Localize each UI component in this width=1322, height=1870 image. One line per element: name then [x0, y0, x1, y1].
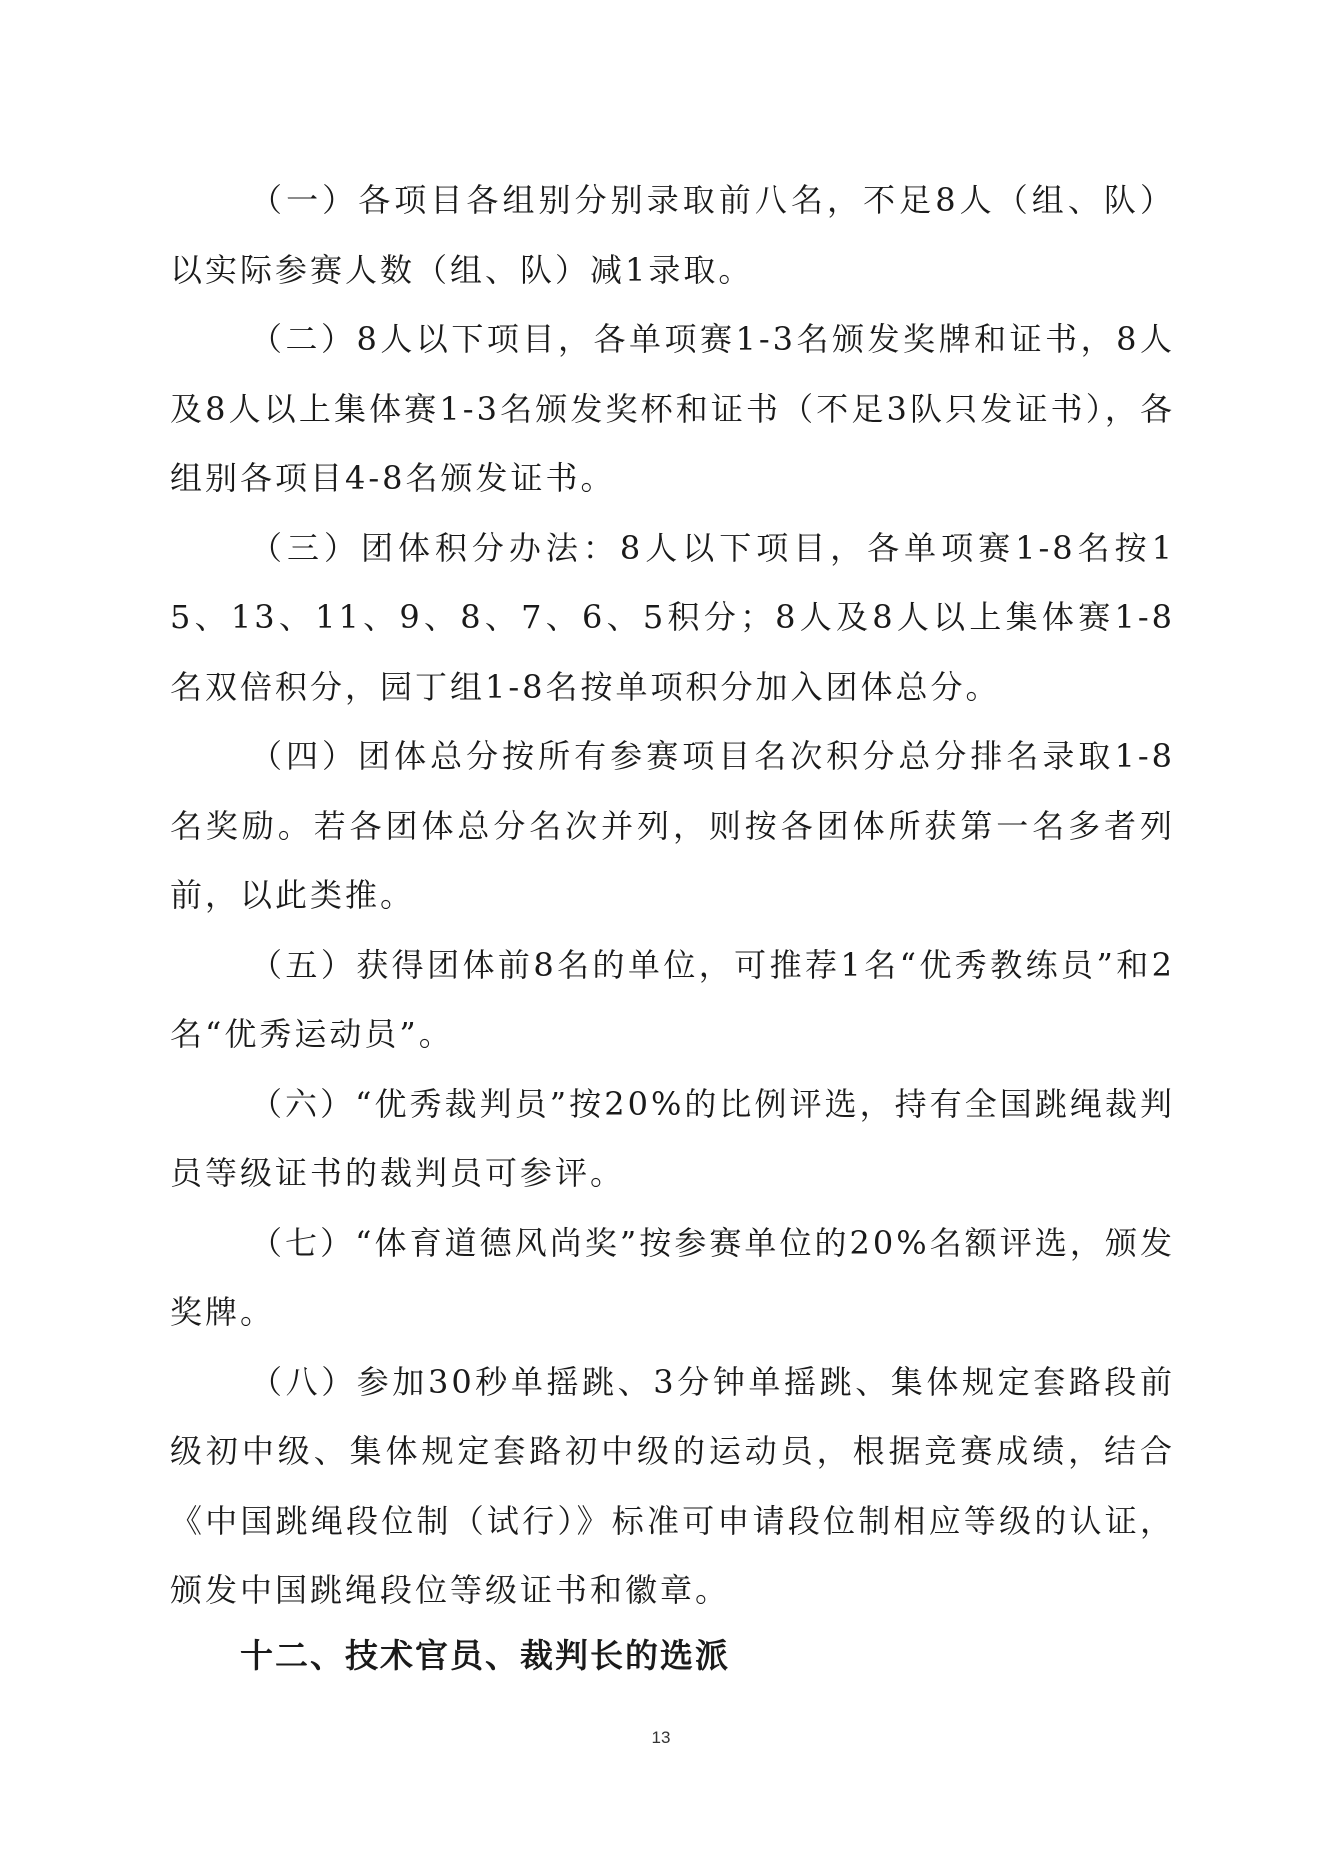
paragraph-8: （八）参加30秒单摇跳、3分钟单摇跳、集体规定套路段前级初中级、集体规定套路初中级的运动员，根据竞赛成绩，结合《中国跳绳段位制（试行）》标准可申请段位制相应等级的认证，颁发中国跳绳段位等级证书和徽章。 [170, 1362, 1175, 1609]
page-number: 13 [651, 1728, 671, 1747]
paragraph-4: （四）团体总分按所有参赛项目名次积分总分排名录取1-8名奖励。若各团体总分名次并列，则按各团体所获第一名多者列前，以此类推。 [170, 737, 1175, 914]
section-heading: 十二、技术官员、裁判长的选派 [240, 1635, 730, 1675]
paragraph-3: （三）团体积分办法：8人以下项目，各单项赛1-8名按15、13、11、9、8、7、6、5积分；8人及8人以上集体赛1-8名双倍积分，园丁组1-8名按单项积分加入团体总分。 [170, 528, 1175, 706]
paragraph-6: （六）“优秀裁判员”按20%的比例评选，持有全国跳绳裁判员等级证书的裁判员可参评。 [170, 1084, 1175, 1192]
paragraph-5: （五）获得团体前8名的单位，可推荐1名“优秀教练员”和2名“优秀运动员”。 [170, 945, 1175, 1053]
paragraph-1: （一）各项目各组别分别录取前八名，不足8人（组、队）以实际参赛人数（组、队）减1录取。 [170, 181, 1175, 289]
paragraph-7: （七）“体育道德风尚奖”按参赛单位的20%名额评选，颁发奖牌。 [170, 1223, 1175, 1331]
body-text [170, 166, 1175, 1686]
paragraph-2: （二）8人以下项目，各单项赛1-3名颁发奖牌和证书，8人及8人以上集体赛1-3名颁发奖杯和证书（不足3队只发证书），各组别各项目4-8名颁发证书。 [170, 320, 1175, 497]
